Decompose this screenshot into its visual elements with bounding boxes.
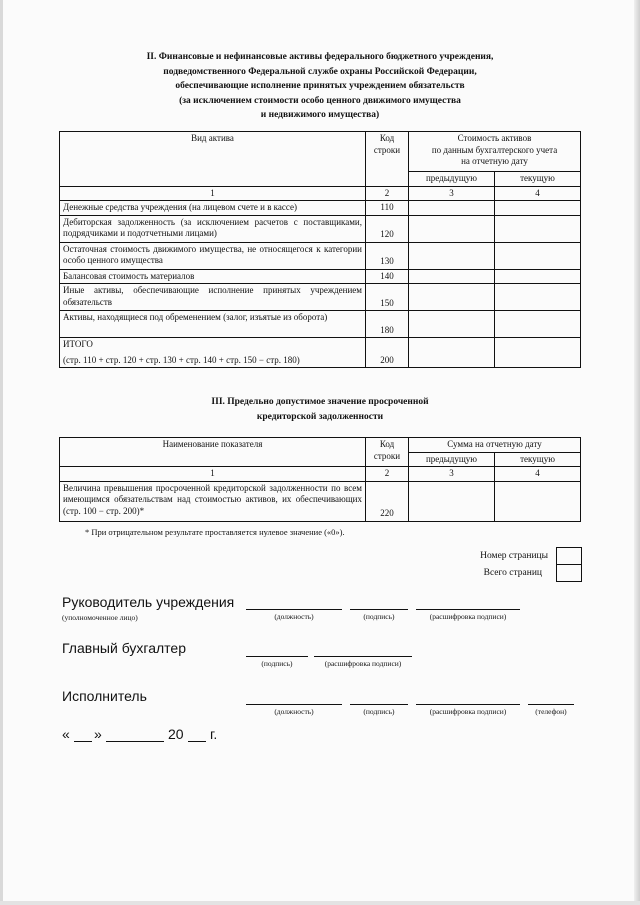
- executor-signature-caption: (подпись): [363, 707, 395, 716]
- header-previous: предыдущую: [409, 172, 495, 187]
- section2-title-line: (за исключением стоимости особо ценного движимого имущества: [179, 95, 461, 106]
- section2-title: [60, 50, 580, 123]
- row-label: Балансовая стоимость материалов: [60, 269, 366, 284]
- date-year-prefix: 20: [168, 726, 184, 742]
- row-code: 110: [366, 201, 409, 216]
- total-label: ИТОГО (стр. 110 + стр. 120 + стр. 130 + стр. 140 + стр. 150 − стр. 180): [60, 338, 366, 368]
- head-signature-caption: (подпись): [363, 612, 395, 621]
- executor-decoding-line[interactable]: [416, 704, 520, 705]
- value-current[interactable]: [495, 201, 581, 216]
- executor-title: Исполнитель: [62, 688, 147, 704]
- row-code: 150: [366, 284, 409, 311]
- header-sum: Сумма на отчетную дату: [409, 438, 581, 453]
- col-number: 2: [366, 186, 409, 201]
- table-row: [60, 215, 581, 242]
- col-number: 1: [60, 467, 366, 482]
- row-code: 180: [366, 311, 409, 338]
- header-current: текущую: [495, 172, 581, 187]
- date-year-line[interactable]: [188, 741, 206, 742]
- col-number: 2: [366, 467, 409, 482]
- table-row: [60, 311, 581, 338]
- col-number: 1: [60, 186, 366, 201]
- total-current[interactable]: [495, 338, 581, 368]
- value-previous[interactable]: [409, 481, 495, 521]
- scan-edge-bottom: [0, 901, 640, 905]
- payables-table: [59, 437, 581, 522]
- accountant-decoding-caption: (расшифровка подписи): [324, 659, 402, 668]
- row-code: 140: [366, 269, 409, 284]
- header-indicator-name: Наименование показателя: [60, 438, 366, 467]
- head-signature-line[interactable]: [350, 609, 408, 610]
- section2-title-line: обеспечивающие исполнение принятых учреждением обязательств: [175, 81, 465, 92]
- executor-phone-line[interactable]: [528, 704, 574, 705]
- section3-title-line: III. Предельно допустимое значение просроченной: [211, 397, 429, 407]
- table-row: [60, 242, 581, 269]
- head-decoding-caption: (расшифровка подписи): [429, 612, 507, 621]
- page-number-box[interactable]: [556, 547, 582, 565]
- col-number: 3: [409, 186, 495, 201]
- header-line-code: Код строки: [366, 438, 409, 467]
- executor-decoding-caption: (расшифровка подписи): [429, 707, 507, 716]
- head-position-caption: (должность): [274, 612, 314, 621]
- executor-signature-line[interactable]: [350, 704, 408, 705]
- value-current[interactable]: [495, 481, 581, 521]
- row-code: 220: [366, 481, 409, 521]
- total-row: [60, 338, 581, 368]
- head-subtitle: (уполномоченное лицо): [62, 613, 138, 622]
- scan-edge-right: [634, 0, 640, 905]
- page-number-label: Номер страницы: [480, 551, 548, 561]
- date-month-line[interactable]: [106, 741, 164, 742]
- value-current[interactable]: [495, 311, 581, 338]
- value-previous[interactable]: [409, 215, 495, 242]
- total-pages-label: Всего страниц: [483, 568, 542, 578]
- head-decoding-line[interactable]: [416, 609, 520, 610]
- section2-title-line: и недвижимого имущества): [260, 110, 380, 121]
- executor-phone-caption: (телефон): [535, 707, 567, 716]
- date-open-quote: «: [62, 726, 70, 742]
- value-previous[interactable]: [409, 201, 495, 216]
- accountant-title: Главный бухгалтер: [62, 640, 186, 656]
- section3-title-line: кредиторской задолженности: [256, 411, 384, 422]
- value-current[interactable]: [495, 242, 581, 269]
- total-pages-box[interactable]: [556, 564, 582, 582]
- row-code: 130: [366, 242, 409, 269]
- date-year-suffix: г.: [210, 726, 218, 742]
- value-current[interactable]: [495, 269, 581, 284]
- header-line-code: Код строки: [366, 132, 409, 187]
- header-previous: предыдущую: [409, 452, 495, 467]
- row-label: Величина превышения просроченной кредиторской задолженности по всем имеющимся обязательствам над стоимостью активов, их обеспечивающих (стр. 100 − стр. 200)*: [60, 481, 366, 521]
- section2-title-line: подведомственного Федеральной службе охраны Российской Федерации,: [163, 66, 477, 77]
- table-row: [60, 269, 581, 284]
- accountant-signature-line[interactable]: [246, 656, 308, 657]
- value-current[interactable]: [495, 215, 581, 242]
- row-label: Иные активы, обеспечивающие исполнение принятых учреждением обязательств: [60, 284, 366, 311]
- head-position-line[interactable]: [246, 609, 342, 610]
- table-row: [60, 481, 581, 521]
- head-title: Руководитель учреждения: [62, 594, 235, 610]
- assets-table: [59, 131, 581, 368]
- row-code: 120: [366, 215, 409, 242]
- section3-title: [60, 395, 580, 424]
- footnote: * При отрицательном результате проставляется нулевое значение («0»).: [85, 527, 345, 537]
- value-current[interactable]: [495, 284, 581, 311]
- header-asset-type: Вид актива: [60, 132, 366, 187]
- accountant-decoding-line[interactable]: [314, 656, 412, 657]
- value-previous[interactable]: [409, 269, 495, 284]
- row-label: Остаточная стоимость движимого имущества, не относящегося к категории особо ценного имущества: [60, 242, 366, 269]
- col-number: 3: [409, 467, 495, 482]
- scan-edge-left: [0, 0, 3, 905]
- section2-title-line: II. Финансовые и нефинансовые активы федерального бюджетного учреждения,: [146, 52, 494, 62]
- total-previous[interactable]: [409, 338, 495, 368]
- date-close-quote: »: [94, 726, 102, 742]
- date-day-line[interactable]: [74, 741, 92, 742]
- value-previous[interactable]: [409, 284, 495, 311]
- value-previous[interactable]: [409, 311, 495, 338]
- row-label: Дебиторская задолженность (за исключением расчетов с поставщиками, подрядчиками и подотчетными лицами): [60, 215, 366, 242]
- accountant-signature-caption: (подпись): [261, 659, 293, 668]
- total-code: 200: [366, 338, 409, 368]
- value-previous[interactable]: [409, 242, 495, 269]
- col-number: 4: [495, 186, 581, 201]
- executor-position-line[interactable]: [246, 704, 342, 705]
- row-label: Денежные средства учреждения (на лицевом счете и в кассе): [60, 201, 366, 216]
- header-current: текущую: [495, 452, 581, 467]
- header-asset-value: Стоимость активов по данным бухгалтерского учета на отчетную дату: [409, 132, 581, 172]
- executor-position-caption: (должность): [274, 707, 314, 716]
- col-number: 4: [495, 467, 581, 482]
- table-row: [60, 284, 581, 311]
- row-label: Активы, находящиеся под обременением (залог, изъятые из оборота): [60, 311, 366, 338]
- table-row: [60, 201, 581, 216]
